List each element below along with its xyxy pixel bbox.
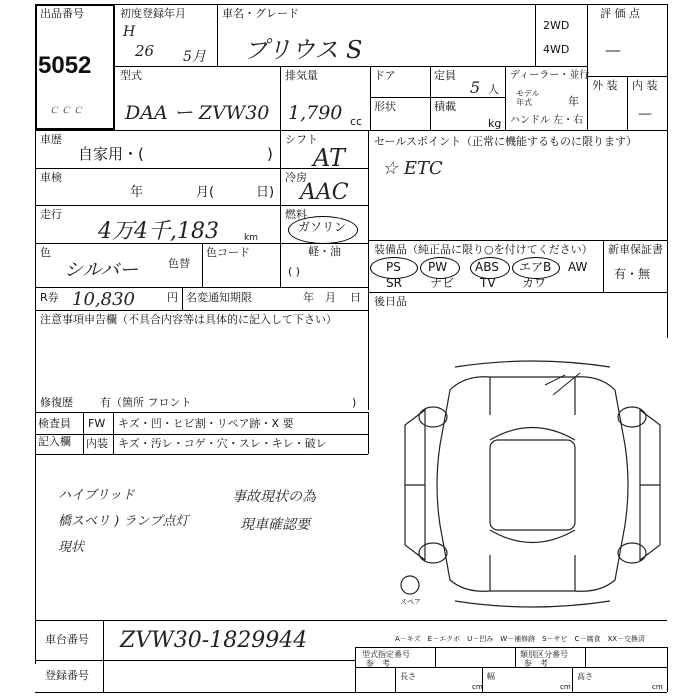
capacity-unit: 人 — [488, 83, 499, 96]
model-name-value: プリウス S — [244, 36, 363, 64]
ref-label-2: 参 考 — [524, 659, 548, 668]
deadline-day: 日 — [350, 291, 361, 304]
ref-label: 参 考 — [366, 659, 390, 668]
inspection-month: 月( — [196, 185, 215, 200]
chassis-value: ZVW30-1829944 — [120, 628, 308, 653]
spare-label: スペア — [400, 598, 421, 606]
door-label: ドア — [374, 69, 396, 82]
type-value: DAA ー ZVW30 — [125, 102, 270, 124]
fw-items: キズ・凹・ヒビ割・リペア跡・X 要 — [118, 417, 294, 430]
chassis-label: 車台番号 — [45, 633, 89, 646]
displacement-unit: cc — [350, 115, 363, 128]
history-close: ) — [267, 145, 273, 163]
equipment-item: SR — [386, 276, 402, 290]
recycle-value: 10,830 — [72, 289, 135, 310]
first-reg-year: 26 — [135, 42, 155, 60]
category-label: 類別区分番号 — [520, 650, 568, 659]
inspector-label-top: 検査員 — [38, 417, 71, 430]
height-unit: cm — [652, 683, 663, 691]
repair-value: 有（箇所 フロント — [100, 396, 192, 409]
handwritten-note-3: 現状 — [58, 540, 85, 555]
car-damage-diagram — [395, 355, 670, 610]
equipment-item: TV — [480, 276, 496, 290]
exterior-label: 外 装 — [592, 79, 618, 92]
equipment-item: エアB — [519, 260, 552, 274]
shape-label: 形状 — [374, 100, 396, 113]
displacement-label: 排気量 — [285, 69, 318, 82]
history-value: 自家用・( — [78, 145, 144, 163]
interior-label: 内 装 — [632, 79, 658, 92]
inspection-label: 車検 — [40, 171, 62, 184]
first-reg-label: 初度登録年月 — [120, 7, 186, 20]
equipment-item: PS — [386, 260, 401, 274]
inspector-label-bottom: 記入欄 — [38, 435, 71, 448]
load-label: 積載 — [434, 100, 456, 113]
color-change-label: 色替 — [168, 257, 190, 270]
load-unit: kg — [488, 117, 502, 130]
lot-number: 5052 — [38, 52, 92, 79]
recycle-unit: 円 — [167, 291, 178, 304]
displacement-value: 1,790 — [288, 102, 343, 124]
post-date-label: 後日品 — [374, 295, 407, 308]
recycle-label: R券 — [40, 291, 59, 304]
model-year-label: モデル 年式 — [516, 89, 540, 107]
fuel-label: 燃料 — [285, 208, 307, 221]
score-label: 評 価 点 — [600, 7, 640, 20]
type-label: 型式 — [120, 69, 142, 82]
model-name-label: 車名・グレード — [222, 7, 299, 20]
mileage-label: 走行 — [40, 208, 62, 221]
fuel-value: ガソリン — [298, 220, 347, 234]
width-label: 幅 — [487, 672, 495, 681]
sales-point-label: セールスポイント（正常に機能するものに限ります） — [374, 135, 638, 148]
equipment-label: 装備品（純正品に限り○を付けてください） — [374, 243, 593, 256]
lot-number-scribble: ｃｃｃ — [48, 102, 85, 116]
mileage-unit: km — [244, 233, 258, 243]
color-value: シルバー — [64, 259, 139, 281]
deadline-month: 月 — [325, 291, 336, 304]
shift-label: シフト — [285, 133, 318, 146]
sales-point-value: ☆ ETC — [382, 158, 443, 179]
handwritten-note-5: 現車確認要 — [240, 517, 310, 533]
handwritten-note-4: 事故現状の為 — [232, 489, 316, 505]
equipment-item: ナビ — [430, 276, 455, 290]
fuel-paren: ( ) — [288, 265, 301, 278]
repair-label: 修復歴 — [40, 396, 73, 409]
fw-label: FW — [88, 417, 106, 430]
equipment-item: PW — [428, 260, 448, 274]
type-designation-label: 型式指定番号 — [362, 650, 410, 659]
first-reg-month: 5月 — [183, 49, 206, 65]
handle-label: ハンドル 左・右 — [510, 115, 584, 126]
color-label: 色 — [40, 246, 51, 259]
mileage-value: 4万4千,183 — [98, 219, 219, 244]
handwritten-note-2: 橋スベリ ) ランプ点灯 — [58, 514, 189, 529]
drive-2wd: 2WD — [543, 19, 570, 32]
interior-inspect-label: 内装 — [86, 437, 108, 450]
inspection-year: 年 — [130, 185, 144, 200]
cooler-label: 冷房 — [285, 171, 307, 184]
color-code-label: 色コード — [206, 246, 250, 259]
warranty-label: 新車保証書 — [608, 243, 663, 256]
length-unit: cm — [472, 683, 483, 691]
width-unit: cm — [560, 683, 571, 691]
dealer-label: ディーラー・並行 — [510, 70, 590, 81]
equipment-item: ABS — [475, 260, 499, 274]
equipment-item: カワ — [522, 276, 547, 290]
damage-legend: A－キズ E－エクボ U－凹み W－補修跡 S－サビ C－腐食 XX－交換済 — [395, 635, 646, 643]
deadline-year: 年 — [303, 291, 314, 304]
lot-label: 出品番号 — [40, 7, 84, 20]
first-reg-era: H — [123, 24, 136, 40]
handwritten-note-1: ハイブリッド — [58, 488, 135, 503]
name-change-label: 名変通知期限 — [186, 291, 252, 304]
fuel-options: 軽・油 — [308, 245, 341, 258]
exterior-value: — — [638, 106, 652, 122]
interior-items: キズ・汚レ・コゲ・穴・スレ・キレ・破レ — [118, 437, 327, 450]
inspection-day: 日) — [256, 185, 275, 200]
capacity-value: 5 — [470, 78, 481, 97]
height-label: 高さ — [577, 672, 593, 681]
length-label: 長さ — [400, 672, 416, 681]
history-label: 車歴 — [40, 133, 62, 146]
cooler-value: AAC — [300, 180, 349, 205]
score-value: — — [605, 40, 621, 59]
registration-label: 登録番号 — [45, 669, 89, 682]
equipment-item: AW — [568, 260, 588, 274]
repair-close: ) — [352, 396, 357, 409]
warranty-value: 有・無 — [614, 267, 651, 281]
shift-value: AT — [313, 144, 346, 172]
model-year-unit: 年 — [568, 95, 579, 108]
notes-label: 注意事項申告欄（不具合内容等は具体的に記入して下さい） — [40, 313, 337, 326]
capacity-label: 定員 — [434, 69, 456, 82]
drive-4wd: 4WD — [543, 43, 570, 56]
